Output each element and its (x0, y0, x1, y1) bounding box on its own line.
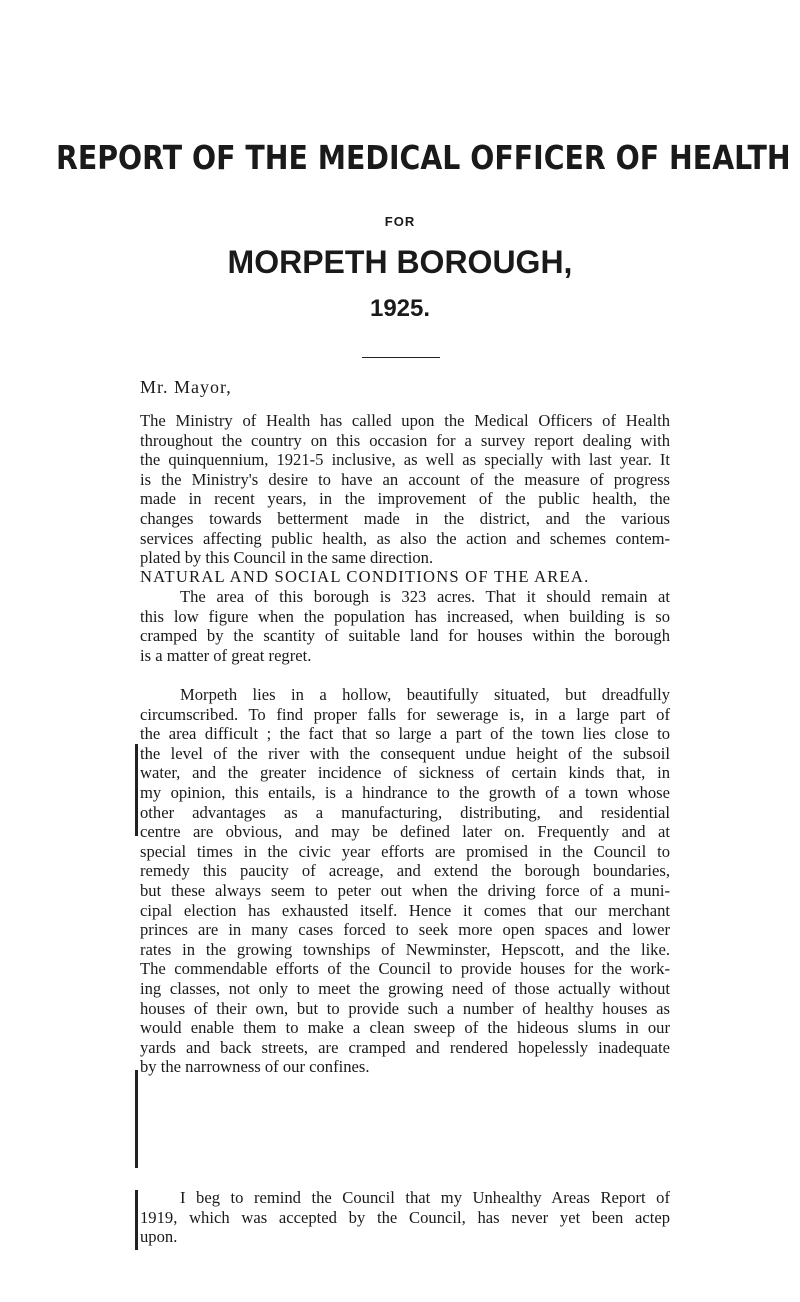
borough-name: MORPETH BOROUGH, (227, 244, 573, 280)
paragraph-line: my opinion, this entails, is a hindrance to the growth of a town whose (140, 782, 670, 802)
paragraph-line: is a matter of great regret. (140, 645, 312, 665)
margin-mark (135, 744, 138, 836)
paragraph-line: I beg to remind the Council that my Unhealthy Areas Report of (180, 1188, 670, 1207)
paragraph-line: ing classes, not only to meet the growing need of those actually without (140, 978, 670, 998)
paragraph-line: The Ministry of Health has called upon the Medical Officers of Health (140, 411, 670, 430)
paragraph-line: water, and the greater incidence of sickness of certain kinds that, in (140, 763, 670, 783)
paragraph-line: is the Ministry's desire to have an account of the measure of progress (140, 469, 670, 489)
paragraph-morpeth (140, 685, 670, 1077)
paragraph-line: Morpeth lies in a hollow, beautifully situated, but dreadfully (180, 685, 670, 704)
report-title: REPORT OF THE MEDICAL OFFICER OF HEALTH (56, 138, 791, 177)
paragraph-line: upon. (140, 1227, 178, 1247)
paragraph-line: princes are in many cases forced to seek more open spaces and lower (140, 920, 670, 940)
margin-mark (135, 1190, 138, 1250)
paragraph-line: the area difficult ; the fact that so large a part of the town lies close to (140, 724, 670, 744)
paragraph-line: remedy this paucity of acreage, and extend the borough boundaries, (140, 861, 670, 881)
paragraph-line: centre are obvious, and may be defined later on. Frequently and at (140, 822, 670, 842)
paragraph-line: would enable them to make a clean sweep of the hideous slums in our (140, 1018, 670, 1038)
paragraph-line: houses of their own, but to provide such a number of healthy houses as (140, 998, 670, 1018)
title-divider (362, 357, 440, 358)
paragraph-line: other advantages as a manufacturing, distributing, and residential (140, 802, 670, 822)
paragraph-line: made in recent years, in the improvement of the public health, the (140, 489, 670, 509)
paragraph-line: the quinquennium, 1921-5 inclusive, as well as specially with last year. It (140, 450, 670, 470)
paragraph-line: circumscribed. To find proper falls for sewerage is, in a large part of (140, 704, 670, 724)
margin-mark (135, 1070, 138, 1168)
paragraph-area (140, 587, 670, 665)
paragraph-line: changes towards betterment made in the district, and the various (140, 508, 670, 528)
paragraph-line: rates in the growing townships of Newminster, Hepscott, and the like. (140, 939, 670, 959)
paragraph-line: the level of the river with the consequent undue height of the subsoil (140, 743, 670, 763)
paragraph-line: The commendable efforts of the Council to provide houses for the work- (140, 959, 670, 979)
paragraph-line: by the narrowness of our confines. (140, 1057, 370, 1077)
paragraph-line: plated by this Council in the same direction. (140, 548, 434, 568)
paragraph-line: services affecting public health, as also the action and schemes contem- (140, 528, 670, 548)
paragraph-line: The area of this borough is 323 acres. That it should remain at (180, 587, 670, 606)
paragraph-line: 1919, which was accepted by the Council, has never yet been actep (140, 1207, 670, 1227)
paragraph-line: special times in the civic year efforts are promised in the Council to (140, 841, 670, 861)
paragraph-line: yards and back streets, are cramped and rendered hopelessly inadequate (140, 1037, 670, 1057)
salutation: Mr. Mayor, (140, 377, 232, 397)
paragraph-line: cipal election has exhausted itself. Hence it comes that our merchant (140, 900, 670, 920)
paragraph-reminder (140, 1188, 670, 1247)
for-label: FOR (384, 214, 416, 229)
section-heading: NATURAL AND SOCIAL CONDITIONS OF THE AREA. (140, 567, 590, 586)
paragraph-line: this low figure when the population has increased, when building is so (140, 606, 670, 626)
paragraph-line: throughout the country on this occasion for a survey report dealing with (140, 430, 670, 450)
report-year: 1925. (369, 295, 431, 322)
paragraph-line: but these always seem to peter out when the driving force of a muni- (140, 880, 670, 900)
paragraph-line: cramped by the scantity of suitable land for houses within the borough (140, 626, 670, 646)
paragraph-intro (140, 411, 670, 568)
